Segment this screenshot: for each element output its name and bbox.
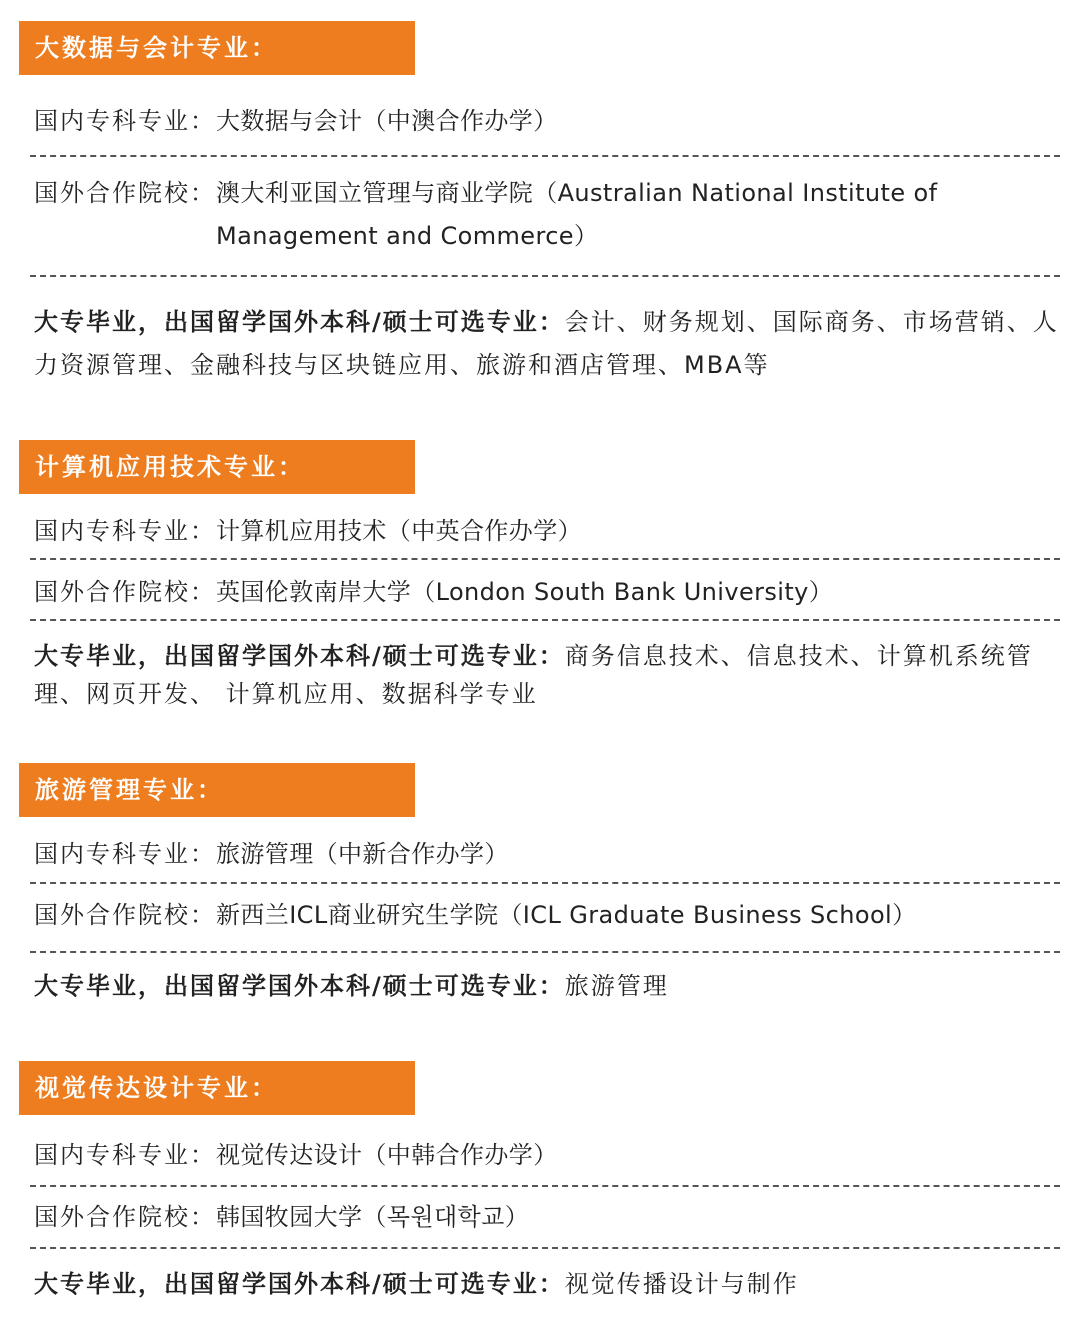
domestic-major-row [34,100,1059,143]
partner-school-value: 韩国牧园大学（목원대학교） [216,1203,530,1231]
study-options-value: 旅游管理 [564,972,669,1000]
study-options-row [34,1263,1059,1306]
domestic-major-value: 旅游管理（中新合作办学） [216,840,509,868]
divider [30,951,1060,953]
section-title: 计算机应用技术专业： [19,440,415,494]
partner-school-label: 国外合作院校： [34,1203,216,1231]
partner-school-row [34,571,1059,614]
partner-school-label: 国外合作院校： [34,578,216,606]
divider [30,275,1060,277]
divider [30,1185,1060,1187]
domestic-major-label: 国内专科专业： [34,517,216,545]
study-options-value: 会计、财务规划、国际商务、市场营销、人力资源管理、金融科技与区块链应用、旅游和酒店管理、MBA等 [34,308,1059,379]
domestic-major-row [34,833,1059,876]
study-options-row [34,637,1059,713]
study-options-label: 大专毕业，出国留学国外本科/硕士可选专业： [34,972,565,1000]
study-options-row [34,965,1059,1008]
partner-school-label: 国外合作院校： [34,901,216,929]
domestic-major-label: 国内专科专业： [34,107,216,135]
divider [30,1247,1060,1249]
partner-school-value: 英国伦敦南岸大学（London South Bank University） [216,578,834,606]
divider [30,882,1060,884]
study-options-label: 大专毕业，出国留学国外本科/硕士可选专业： [34,642,565,670]
domestic-major-value: 大数据与会计（中澳合作办学） [216,107,558,135]
study-options-label: 大专毕业，出国留学国外本科/硕士可选专业： [34,308,565,336]
domestic-major-label: 国内专科专业： [34,1141,216,1169]
section-title: 大数据与会计专业： [19,21,415,75]
divider [30,155,1060,157]
partner-school-row [34,1196,1059,1239]
domestic-major-label: 国内专科专业： [34,840,216,868]
domestic-major-value: 计算机应用技术（中英合作办学） [216,517,582,545]
domestic-major-row [34,510,1059,553]
section-title: 旅游管理专业： [19,763,415,817]
partner-school-value: 澳大利亚国立管理与商业学院（Australian National Institute of Management and Commerce） [216,179,938,250]
divider [30,558,1060,560]
partner-school-value: 新西兰ICL商业研究生学院（ICL Graduate Business School） [216,901,917,929]
domestic-major-value: 视觉传达设计（中韩合作办学） [216,1141,558,1169]
study-options-row [34,301,1059,387]
partner-school-row [34,172,1059,258]
partner-school-label: 国外合作院校： [34,179,216,207]
domestic-major-row [34,1134,1059,1177]
section-title: 视觉传达设计专业： [19,1061,415,1115]
partner-school-row [34,894,1059,937]
study-options-value: 视觉传播设计与制作 [564,1270,799,1298]
divider [30,619,1060,621]
study-options-label: 大专毕业，出国留学国外本科/硕士可选专业： [34,1270,565,1298]
study-options-value: 商务信息技术、信息技术、计算机系统管理、网页开发、 计算机应用、数据科学专业 [34,642,1033,708]
